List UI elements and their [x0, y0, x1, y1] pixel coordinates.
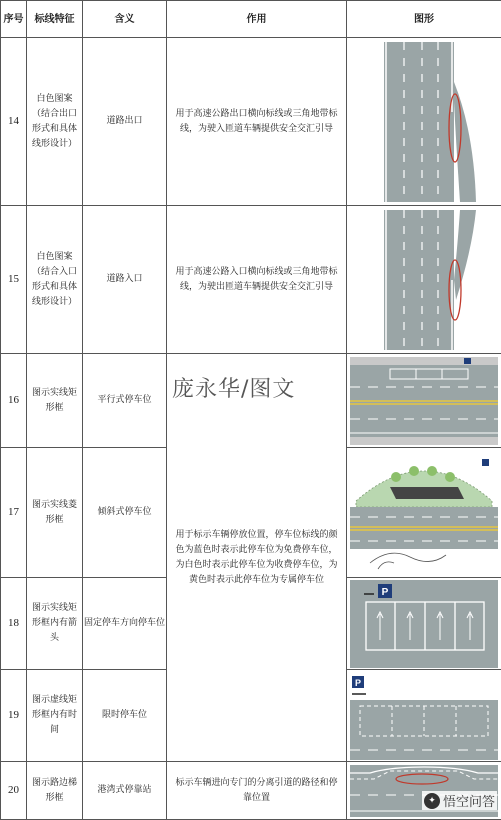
- entrance-diagram: [364, 210, 484, 350]
- row-feature: 图示实线菱形框: [27, 448, 83, 578]
- row-feature: 图示虚线矩形框内有时间: [27, 670, 83, 762]
- row-function: 标示车辆进向专门的分离引道的路径和停靠位置: [167, 762, 347, 820]
- angled-parking-diagram: [350, 451, 498, 575]
- row-number: 19: [1, 670, 27, 762]
- parking-function: 用于标示车辆停放位置，停车位标线的颜色为蓝色时表示此停车位为免费停车位，为白色时表示此停车位为收费停车位，为黄色时表示此停车位为专属停车位: [167, 354, 347, 762]
- row-feature: 图示实线矩形框: [27, 354, 83, 448]
- row-meaning: 平行式停车位: [83, 354, 167, 448]
- fixed-direction-parking-diagram: [350, 580, 498, 668]
- header-function: 作用: [167, 1, 347, 38]
- row-feature: 图示路边梯形框: [27, 762, 83, 820]
- figure-fixed-direction-parking: [347, 578, 501, 670]
- row-meaning: 限时停车位: [83, 670, 167, 762]
- exit-diagram: [364, 42, 484, 202]
- logo-text: 悟空问答: [443, 791, 495, 810]
- row-number: 14: [1, 38, 27, 206]
- row-number: 15: [1, 206, 27, 354]
- site-logo: [422, 791, 497, 810]
- header-meaning: 含义: [83, 1, 167, 38]
- row-meaning: 道路出口: [83, 38, 167, 206]
- row-number: 18: [1, 578, 27, 670]
- row-function: 用于高速公路入口横向标线或三角地带标线，为驶出匝道车辆提供安全交汇引导: [167, 206, 347, 354]
- figure-time-limited-parking: [347, 670, 501, 762]
- row-number: 17: [1, 448, 27, 578]
- row-meaning: 港湾式停靠站: [83, 762, 167, 820]
- parallel-parking-diagram: [350, 357, 498, 445]
- row-meaning: 道路入口: [83, 206, 167, 354]
- row-meaning: 固定停车方向停车位: [83, 578, 167, 670]
- parking-sign-letter: P: [355, 678, 361, 688]
- parking-sign-letter: P: [382, 587, 389, 598]
- logo-icon: ✦: [424, 793, 440, 809]
- row-function: 用于高速公路出口横向标线或三角地带标线，为驶入匝道车辆提供安全交汇引导: [167, 38, 347, 206]
- figure-road-entrance: [347, 206, 501, 354]
- figure-road-exit: [347, 38, 501, 206]
- header-figure: 图形: [347, 1, 501, 38]
- row-feature: 白色图案（结合出口形式和具体线形设计）: [27, 38, 83, 206]
- time-limited-parking-diagram: [350, 672, 498, 760]
- header-row: [1, 1, 501, 38]
- row-meaning: 倾斜式停车位: [83, 448, 167, 578]
- row-feature: 白色图案（结合入口形式和具体线形设计）: [27, 206, 83, 354]
- row-number: 20: [1, 762, 27, 820]
- header-no: 序号: [1, 1, 27, 38]
- watermark: 庞永华/图文: [172, 372, 295, 403]
- header-feature: 标线特征: [27, 1, 83, 38]
- figure-angled-parking: [347, 448, 501, 578]
- figure-parallel-parking: [347, 354, 501, 448]
- table-row: [1, 206, 501, 354]
- row-feature: 图示实线矩形框内有箭头: [27, 578, 83, 670]
- table-row: [1, 38, 501, 206]
- row-number: 16: [1, 354, 27, 448]
